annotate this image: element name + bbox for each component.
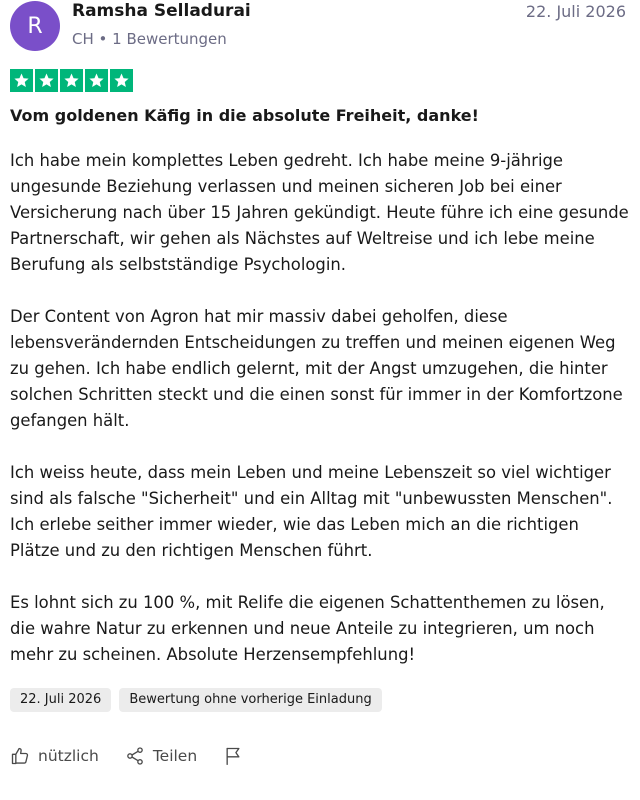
useful-label: nützlich [38,747,99,765]
review-paragraph: Ich weiss heute, dass mein Leben und meine Lebenszeit so viel wichtiger sind als falsche "Sicherheit" und ein Alltag mit "unbewussten Menschen". Ich erlebe seither immer wieder, wie das Leben mich an die richtigen Plätze und zu den richtigen Menschen führt. [10,463,613,560]
share-label: Teilen [152,747,198,765]
review-paragraph: Es lohnt sich zu 100 %, mit Relife die eigenen Schattenthemen zu lösen, die wahre Natur zu erkennen und neue Anteile zu integrieren, um noch mehr zu scheinen. Absolute Herzensempfehlung! [10,593,605,664]
review-tags [10,688,382,712]
share-button[interactable] [125,746,197,766]
avatar-letter: R [27,13,43,39]
experience-date-tag: 22. Juli 2026 [10,688,111,712]
review-body [10,148,632,668]
star-icon [60,69,83,92]
star-icon [110,69,133,92]
star-icon [35,69,58,92]
share-icon [125,746,145,766]
review-title: Vom goldenen Käfig in die absolute Freiheit, danke! [10,106,479,125]
report-button[interactable] [223,745,243,767]
reviewer-name[interactable]: Ramsha Selladurai [72,1,251,21]
avatar[interactable] [10,1,60,51]
reviewer-meta: CH • 1 Bewertungen [72,30,227,48]
useful-button[interactable] [10,746,99,766]
star-icon [10,69,33,92]
review-paragraph: Der Content von Agron hat mir massiv dabei geholfen, diese lebensverändernden Entscheidungen zu treffen und meinen eigenen Weg zu gehen. Ich habe endlich gelernt, mit der Angst umzugehen, die hinter solchen Schritten steckt und die einen sonst für immer in der Komfortzone gefangen hält. [10,307,623,430]
flag-icon [223,745,243,767]
review-paragraph: Ich habe mein komplettes Leben gedreht. Ich habe meine 9-jährige ungesunde Beziehung verlassen und meinen sicheren Job bei einer Versicherung nach über 15 Jahren gekündigt. Heute führe ich eine gesunde Partnerschaft, wir gehen als Nächstes auf Weltreise und ich lebe meine Berufung als selbstständige Psychologin. [10,151,629,274]
review-date: 22. Juli 2026 [525,2,626,21]
invitation-status-tag[interactable]: Bewertung ohne vorherige Einladung [119,688,381,712]
star-icon [85,69,108,92]
review-actions [10,745,269,767]
star-rating [10,69,133,92]
thumbs-up-icon [10,746,30,766]
